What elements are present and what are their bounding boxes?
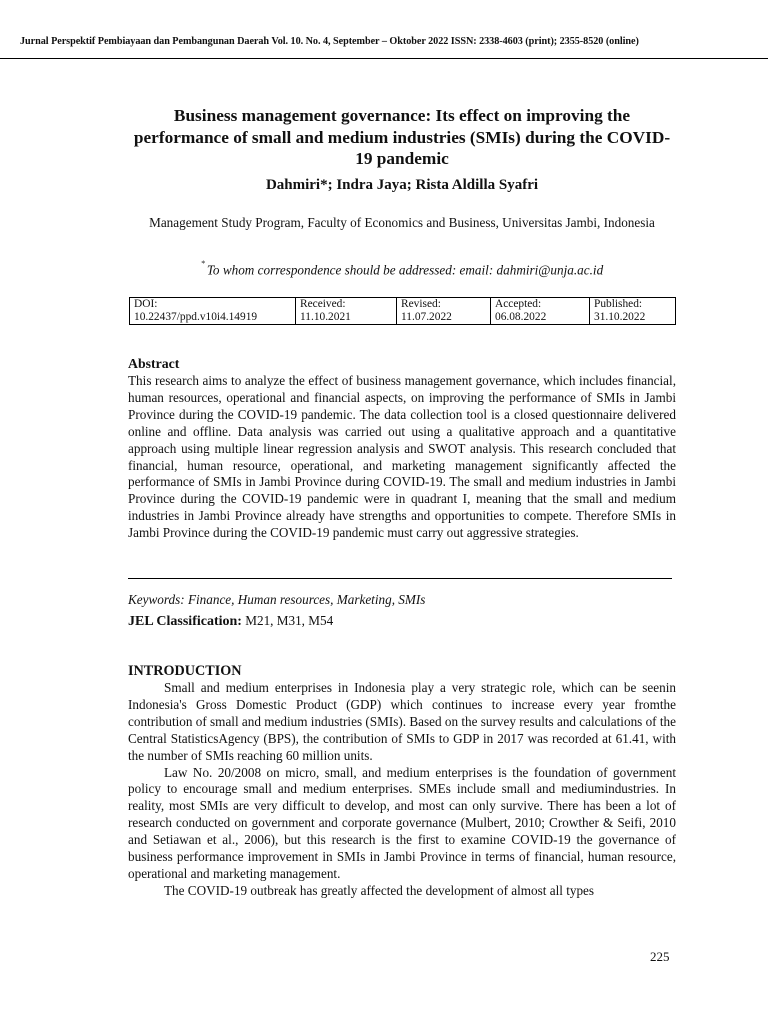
introduction-body <box>128 680 676 900</box>
intro-paragraph: Law No. 20/2008 on micro, small, and medium enterprises is the foundation of government policy to encourage small and medium enterprises. SMEs include small and mediumindustries. In reality, most SMIs are very difficult to develop, and most can only survive. There has been a lot of research conducted on government and corporate governance (Mulbert, 2010; Crowther & Seifi, 2010 and Setiawan et al., 2006), but this research is the first to examine COVID-19 the governance of business performance improvement in SMIs in Jambi Province in terms of financial, human resource, operational and marketing management. <box>128 764 676 881</box>
accepted-date: 06.08.2022 <box>495 311 547 323</box>
published-cell <box>590 298 676 325</box>
author-affiliation: Management Study Program, Faculty of Economics and Business, Universitas Jambi, Indonesia <box>149 215 655 230</box>
published-date: 31.10.2022 <box>594 311 646 323</box>
revised-label: Revised: <box>401 298 441 310</box>
jel-classification <box>128 613 333 630</box>
article-title: Business management governance: Its effect on improving the performance of small and medium industries (SMIs) during the COVID-19 pandemic <box>133 106 671 168</box>
received-label: Received: <box>300 298 346 310</box>
revised-cell <box>397 298 491 325</box>
page-number: 225 <box>650 949 670 964</box>
introduction-heading: INTRODUCTION <box>128 663 242 679</box>
abstract-divider <box>128 578 672 579</box>
abstract-text: This research aims to analyze the effect of business management governance, which includes financial, human resources, operational and financial aspects, on improving the performance of SMIs in Jambi Province during the COVID-19 pandemic. The data collection tool is a closed questionnaire delivered online and offline. Data analysis was carried out using a qualitative approach and a quantitative approach using multiple linear regression analysis and SWOT analysis. This research concluded that financial, human resource, operational, and marketing management significantly affected the performance of SMIs in Jambi Province during COVID-19. The small and medium industries in Jambi Province during the COVID-19 pandemic were in quadrant I, meaning that the small and medium industries in Jambi Province already have strengths and opportunities to compete. Therefore SMIs in Jambi Province during the COVID-19 pandemic must carry out aggressive strategies. <box>128 373 676 541</box>
intro-paragraph: Small and medium enterprises in Indonesia play a very strategic role, which can be seenin Indonesia's Gross Domestic Product (GDP) which continues to increase every year fromthe contribution of small and medium industries (SMIs). Based on the survey results and calculations of the Central StatisticsAgency (BPS), the contribution of SMIs to GDP in 2017 was recorded at 61.41, with the number of SMIs reaching 60 million units. <box>128 680 676 763</box>
doi-cell <box>130 298 296 325</box>
published-label: Published: <box>594 298 643 310</box>
received-date: 11.10.2021 <box>300 311 351 323</box>
correspondence-text: To whom correspondence should be addressed: email: dahmiri@unja.ac.id <box>206 262 604 278</box>
doi-label: DOI: <box>134 298 158 310</box>
accepted-cell <box>491 298 590 325</box>
keywords: Keywords: Finance, Human resources, Marketing, SMIs <box>128 592 426 607</box>
article-authors: Dahmiri*; Indra Jaya; Rista Aldilla Syafri <box>265 177 539 193</box>
correspondence-mark: * <box>200 259 205 268</box>
jel-codes: M21, M31, M54 <box>245 613 334 628</box>
journal-header: Jurnal Perspektif Pembiayaan dan Pembangunan Daerah Vol. 10. No. 4, September – Oktober 2022 ISSN: 2338-4603 (print); 2355-8520 (online) <box>20 36 639 47</box>
intro-paragraph: The COVID-19 outbreak has greatly affected the development of almost all types <box>164 882 595 898</box>
revised-date: 11.07.2022 <box>401 311 452 323</box>
abstract-heading: Abstract <box>128 356 180 371</box>
doi-value[interactable]: 10.22437/ppd.v10i4.14919 <box>134 311 258 323</box>
received-cell <box>296 298 397 325</box>
header-divider <box>0 58 768 59</box>
correspondence-note <box>128 259 676 278</box>
jel-label: JEL Classification: <box>128 614 242 629</box>
article-meta-table <box>129 297 676 325</box>
accepted-label: Accepted: <box>495 298 542 310</box>
